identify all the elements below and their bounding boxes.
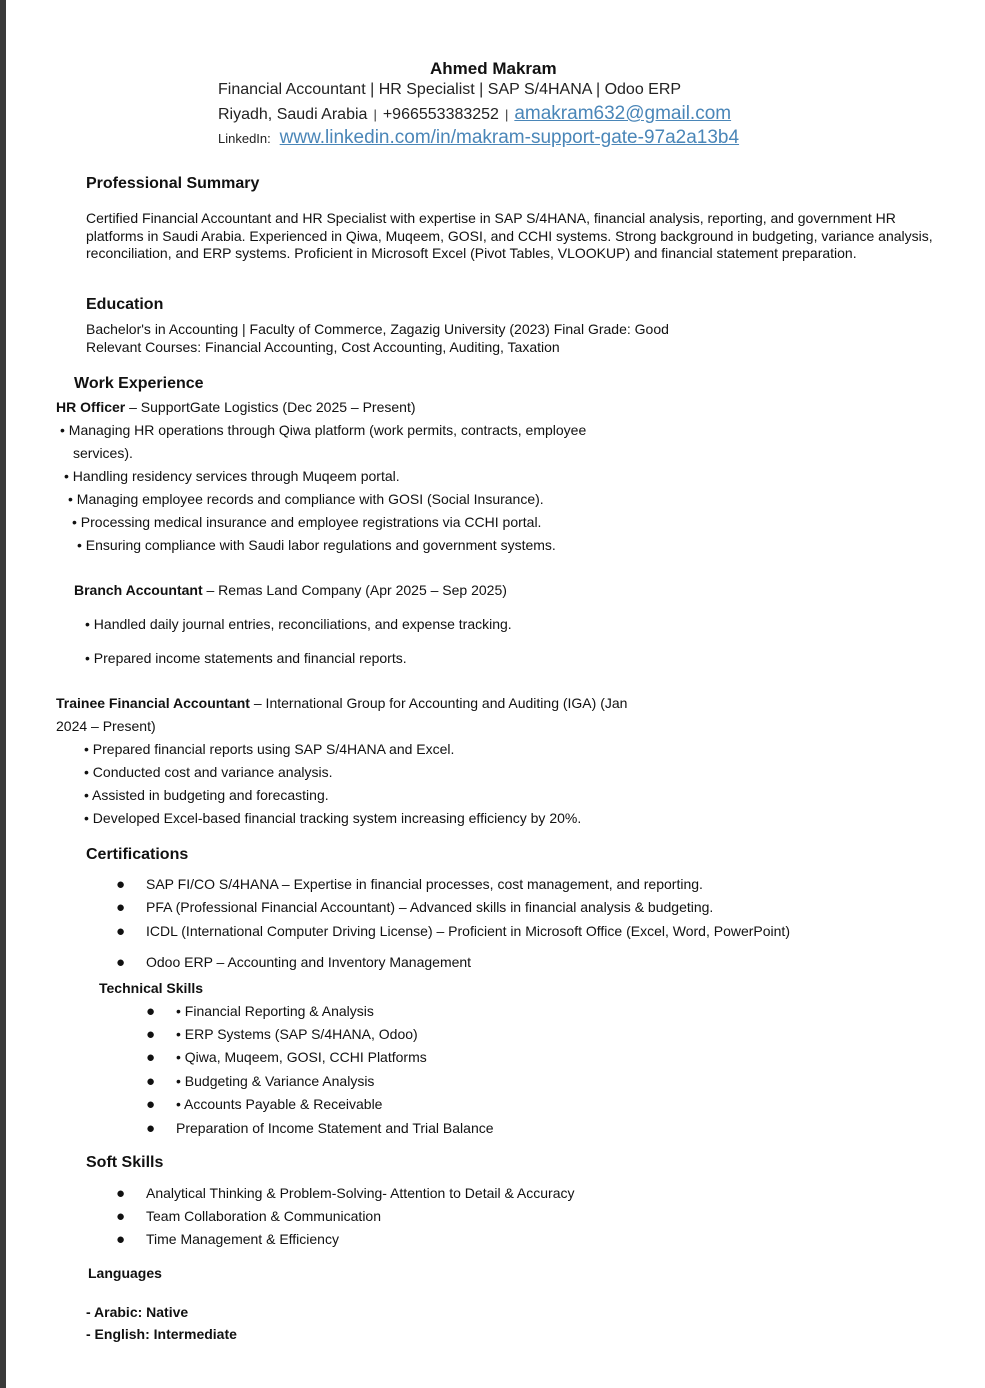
- job-details: – Remas Land Company (Apr 2025 – Sep 2025): [202, 582, 507, 598]
- certifications-heading: Certifications: [86, 846, 189, 863]
- bullet-icon: ●: [146, 1073, 156, 1090]
- bullet-icon: ●: [116, 876, 126, 893]
- job-bullet: • Ensuring compliance with Saudi labor regulations and government systems.: [77, 537, 556, 553]
- technical-skill-item: • ERP Systems (SAP S/4HANA, Odoo): [176, 1026, 418, 1042]
- certification-item: SAP FI/CO S/4HANA – Expertise in financial processes, cost management, and reporting.: [146, 876, 703, 892]
- education-degree: Bachelor's in Accounting | Faculty of Commerce, Zagazig University (2023) Final Grade: Good: [86, 321, 669, 337]
- job-role: HR Officer: [56, 399, 126, 415]
- bullet-icon: ●: [146, 1003, 156, 1020]
- education-courses: Relevant Courses: Financial Accounting, Cost Accounting, Auditing, Taxation: [86, 339, 560, 355]
- bullet-icon: ●: [116, 1185, 126, 1202]
- job-details: – SupportGate Logistics (Dec 2025 – Present): [125, 399, 416, 415]
- technical-skills-heading: Technical Skills: [99, 980, 204, 996]
- soft-skill-item: Analytical Thinking & Problem-Solving- Attention to Detail & Accuracy: [146, 1185, 575, 1201]
- job-title-line: [56, 399, 416, 417]
- job-bullet: • Prepared income statements and financial reports.: [85, 650, 407, 666]
- job-bullet: • Assisted in budgeting and forecasting.: [84, 787, 329, 803]
- job-bullet: services).: [73, 445, 133, 461]
- summary-text: Certified Financial Accountant and HR Specialist with expertise in SAP S/4HANA, financial analysis, reporting, and government HR platforms in Saudi Arabia. Experienced in Qiwa, Muqeem, GOSI, and CCHI systems. Strong background in budgeting, variance analysis, reconciliation, and ERP systems. Proficient in Microsoft Excel (Pivot Tables, VLOOKUP) and financial statement preparation.: [86, 210, 933, 261]
- candidate-name: Ahmed Makram: [430, 59, 557, 78]
- bullet-icon: ●: [116, 954, 126, 971]
- summary-heading: Professional Summary: [86, 175, 260, 192]
- job-role: Trainee Financial Accountant: [56, 695, 250, 711]
- candidate-titles: Financial Accountant | HR Specialist | SAP S/4HANA | Odoo ERP: [218, 81, 682, 98]
- education-heading: Education: [86, 296, 164, 313]
- job-bullet: • Handling residency services through Muqeem portal.: [64, 468, 400, 484]
- certification-item: ICDL (International Computer Driving License) – Proficient in Microsoft Office (Excel, Word, PowerPoint): [146, 923, 790, 939]
- soft-skills-heading: Soft Skills: [86, 1154, 164, 1171]
- job-bullet: • Developed Excel-based financial tracking system increasing efficiency by 20%.: [84, 810, 582, 826]
- job-bullet: • Managing employee records and compliance with GOSI (Social Insurance).: [68, 491, 544, 507]
- languages-heading: Languages: [88, 1265, 162, 1281]
- job-details: – International Group for Accounting and Auditing (IGA) (Jan: [249, 695, 628, 711]
- bullet-icon: ●: [146, 1096, 156, 1113]
- linkedin-link[interactable]: www.linkedin.com/in/makram-support-gate-97a2a13b4: [279, 127, 740, 148]
- bullet-icon: ●: [116, 923, 126, 940]
- job-title-line: [56, 695, 627, 713]
- bullet-icon: ●: [146, 1026, 156, 1043]
- technical-skill-item: • Financial Reporting & Analysis: [176, 1003, 374, 1019]
- soft-skill-item: Team Collaboration & Communication: [146, 1208, 381, 1224]
- phone: +966553383252: [382, 106, 499, 123]
- certification-item: PFA (Professional Financial Accountant) – Advanced skills in financial analysis & budgeting.: [146, 899, 714, 915]
- job-title-line: [74, 582, 507, 600]
- job-details-continued: 2024 – Present): [56, 718, 156, 734]
- job-bullet: • Prepared financial reports using SAP S/4HANA and Excel.: [84, 741, 455, 757]
- job-bullet: • Conducted cost and variance analysis.: [84, 764, 333, 780]
- language-item: - English: Intermediate: [86, 1326, 237, 1342]
- technical-skill-item: Preparation of Income Statement and Trial Balance: [176, 1120, 494, 1136]
- separator: |: [504, 107, 509, 122]
- location: Riyadh, Saudi Arabia: [218, 106, 368, 123]
- job-role: Branch Accountant: [74, 582, 203, 598]
- bullet-icon: ●: [146, 1120, 156, 1137]
- work-heading: Work Experience: [74, 375, 204, 392]
- resume-page: [6, 0, 985, 1388]
- bullet-icon: ●: [146, 1049, 156, 1066]
- separator: |: [373, 107, 377, 122]
- bullet-icon: ●: [116, 1208, 126, 1225]
- contact-line: [218, 103, 731, 125]
- bullet-icon: ●: [116, 1231, 126, 1248]
- technical-skill-item: • Qiwa, Muqeem, GOSI, CCHI Platforms: [176, 1049, 427, 1065]
- soft-skill-item: Time Management & Efficiency: [146, 1231, 339, 1247]
- bullet-icon: ●: [116, 899, 126, 916]
- email-link[interactable]: amakram632@gmail.com: [514, 103, 732, 124]
- job-bullet: • Managing HR operations through Qiwa platform (work permits, contracts, employee: [60, 422, 587, 438]
- job-bullet: • Handled daily journal entries, reconciliations, and expense tracking.: [85, 616, 512, 632]
- linkedin-line: [218, 127, 739, 149]
- linkedin-label: LinkedIn:: [218, 131, 271, 146]
- job-bullet: • Processing medical insurance and employee registrations via CCHI portal.: [72, 514, 542, 530]
- technical-skill-item: • Accounts Payable & Receivable: [176, 1096, 383, 1112]
- certification-item: Odoo ERP – Accounting and Inventory Management: [146, 954, 472, 970]
- language-item: - Arabic: Native: [86, 1304, 189, 1320]
- technical-skill-item: • Budgeting & Variance Analysis: [176, 1073, 375, 1089]
